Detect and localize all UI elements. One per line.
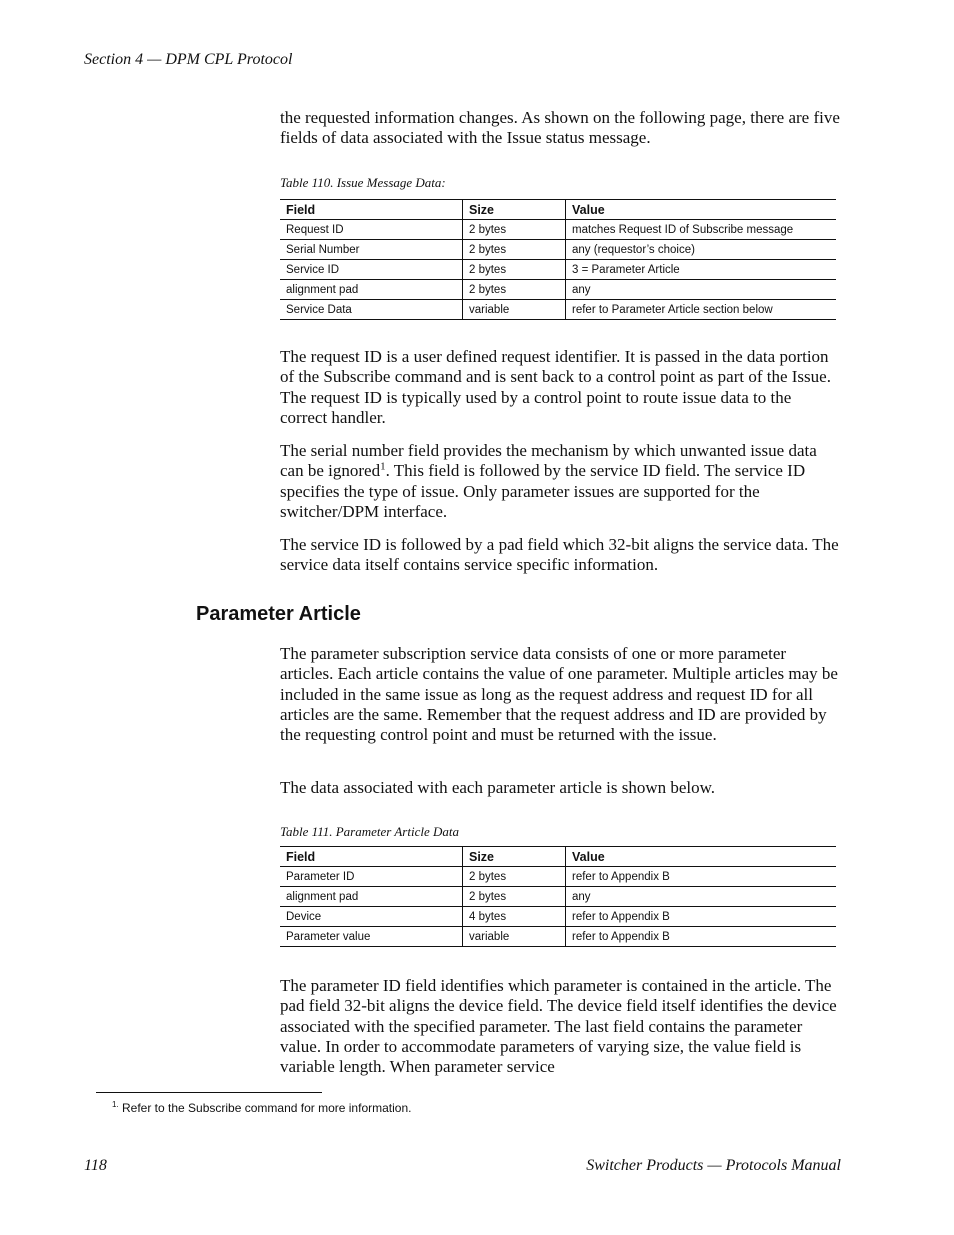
data-shown-block [280,778,840,798]
table-cell: Request ID [280,220,463,240]
paragraph-text: The serial number field provides the mechanism by which unwanted issue data can be ignored [280,441,817,481]
table-cell: 2 bytes [463,240,566,260]
request-id-block [280,347,840,428]
table-110-block [280,175,840,320]
table-row [280,300,836,320]
paragraph-serial-number [280,441,840,522]
table-cell: any [566,887,837,907]
table-cell: 2 bytes [463,887,566,907]
table-cell: refer to Appendix B [566,867,837,887]
table-cell: Parameter ID [280,867,463,887]
table-row [280,907,836,927]
footnote [112,1100,411,1115]
running-header: Section 4 — DPM CPL Protocol [84,51,293,68]
table-cell: any (requestor’s choice) [566,240,837,260]
table-cell: 3 = Parameter Article [566,260,837,280]
intro-paragraph: the requested information changes. As shown on the following page, there are five fields of data associated with the Issue status message. [280,108,840,148]
table-cell: Service Data [280,300,463,320]
table-row [280,887,836,907]
paragraph-request-id: The request ID is a user defined request identifier. It is passed in the data portion of the Subscribe command and is sent back to a control point as part of the Issue. The request ID is typically used by a control point to route issue data to the correct handler. [280,347,831,427]
footnote-divider [96,1092,322,1093]
table-cell: Parameter value [280,927,463,947]
footnote-text: Refer to the Subscribe command for more information. [118,1101,412,1115]
paragraph-service-id: The service ID is followed by a pad field which 32-bit aligns the service data. The service data itself contains service specific information. [280,535,839,575]
table-cell: refer to Appendix B [566,927,837,947]
table-cell: alignment pad [280,280,463,300]
table-111 [280,846,836,947]
table-cell: 2 bytes [463,867,566,887]
table-row [280,927,836,947]
paragraph-parameter-id: The parameter ID field identifies which parameter is contained in the article. The pad field 32-bit aligns the device field. The device field itself identifies the device associated with the specified parameter. The last field contains the parameter value. In order to accommodate parameters of varying size, the value field is variable length. When parameter service [280,976,837,1077]
table-cell: refer to Parameter Article section below [566,300,837,320]
intro-block [280,108,840,149]
parameter-id-block [280,976,840,1077]
table-110 [280,199,836,320]
table-header-row [280,847,836,867]
table-cell: 2 bytes [463,220,566,240]
section-heading: Parameter Article [196,603,361,625]
table-111-block [280,824,840,947]
table-row [280,280,836,300]
paragraph-parameter-subscription: The parameter subscription service data consists of one or more parameter articles. Each article contains the value of one parameter. Multiple articles may be included in the same issue as long as the request address and request ID for all articles are the same. Remember that the request address and ID are provided by the requesting control point and must be returned with the issue. [280,644,838,745]
table-header-row [280,200,836,220]
table-cell: matches Request ID of Subscribe message [566,220,837,240]
table-row [280,240,836,260]
table-row [280,260,836,280]
column-header: Size [463,847,566,867]
table-cell: refer to Appendix B [566,907,837,927]
table-row [280,867,836,887]
table-cell: variable [463,300,566,320]
service-id-block [280,535,840,576]
table-cell: alignment pad [280,887,463,907]
table-110-caption: Table 110. Issue Message Data: [280,175,446,190]
column-header: Field [280,847,463,867]
paragraph-data-shown: The data associated with each parameter article is shown below. [280,778,716,797]
column-header: Size [463,200,566,220]
serial-number-block [280,441,840,522]
column-header: Value [566,200,837,220]
footnote-reference[interactable]: 1 [380,460,386,473]
table-row [280,220,836,240]
table-cell: variable [463,927,566,947]
column-header: Field [280,200,463,220]
paragraph-text: . This field is followed by the service ID field. The service ID specifies the type of issue. Only parameter issues are supported for the switcher/DPM interface. [280,461,806,521]
table-cell: any [566,280,837,300]
table-cell: Serial Number [280,240,463,260]
footnote-mark: 1. [112,1100,119,1109]
page-number: 118 [84,1157,107,1174]
table-cell: Service ID [280,260,463,280]
column-header: Value [566,847,837,867]
parameter-article-block [280,644,840,745]
table-cell: 2 bytes [463,260,566,280]
table-cell: Device [280,907,463,927]
running-footer: Switcher Products — Protocols Manual [586,1157,841,1174]
table-111-caption: Table 111. Parameter Article Data [280,824,459,839]
table-cell: 4 bytes [463,907,566,927]
table-cell: 2 bytes [463,280,566,300]
